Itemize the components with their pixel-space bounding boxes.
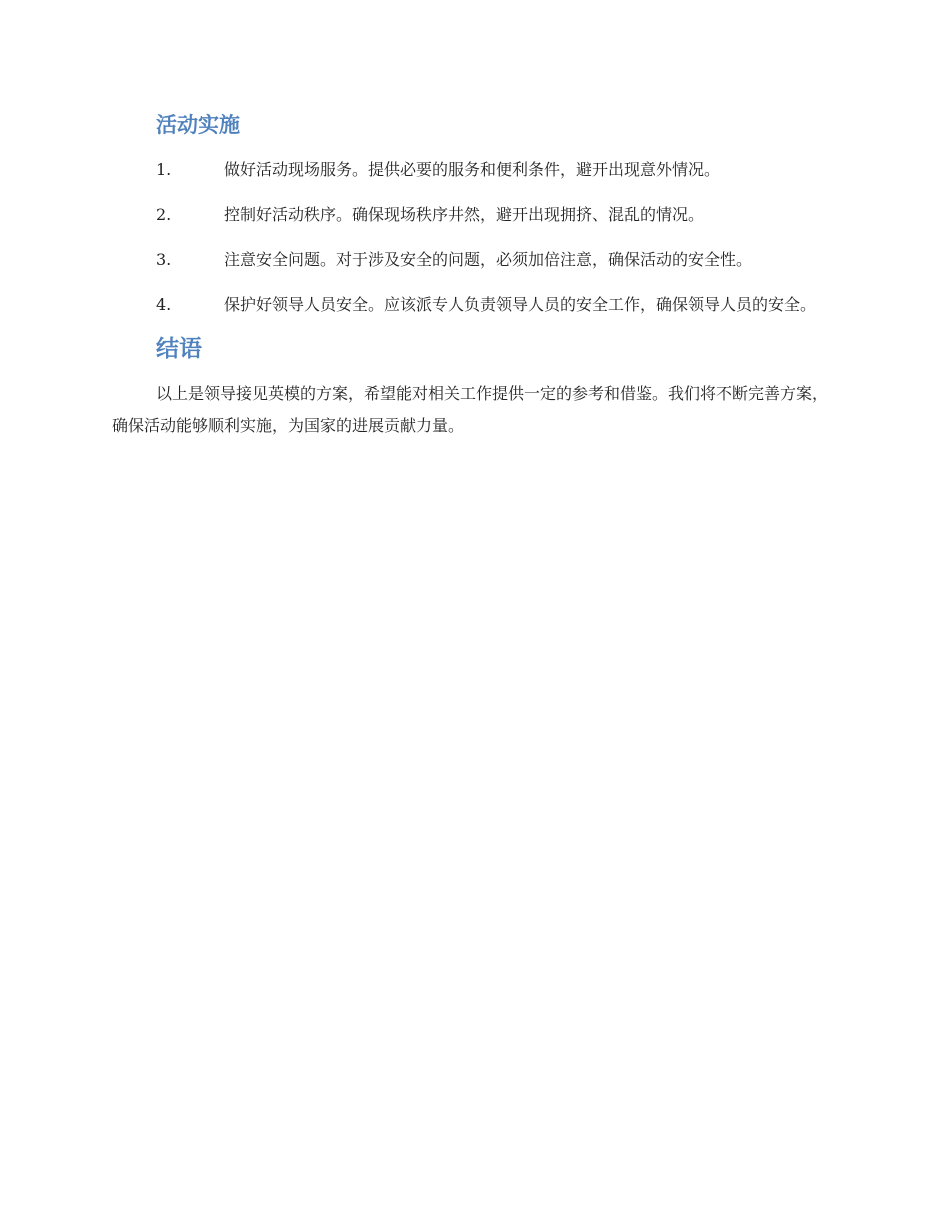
list-item <box>112 289 840 321</box>
list-item <box>112 154 840 186</box>
list-item-number: 1. <box>156 160 172 179</box>
list-item-text: 做好活动现场服务。提供必要的服务和便利条件，避开出现意外情况。 <box>224 160 721 179</box>
section-heading-conclusion: 结语 <box>156 336 202 362</box>
list-item-text: 控制好活动秩序。确保现场秩序井然，避开出现拥挤、混乱的情况。 <box>224 205 705 224</box>
list-item-number: 3. <box>156 250 172 269</box>
conclusion-paragraph: 以上是领导接见英模的方案，希望能对相关工作提供一定的参考和借鉴。我们将不断完善方案，确保活动能够顺利实施，为国家的进展贡献力量。 <box>112 384 829 435</box>
list-item <box>112 244 840 276</box>
section-heading-implementation: 活动实施 <box>156 113 240 137</box>
list-item <box>112 199 840 231</box>
implementation-list <box>112 154 840 321</box>
list-item-text: 注意安全问题。对于涉及安全的问题，必须加倍注意，确保活动的安全性。 <box>224 250 753 269</box>
list-item-text: 保护好领导人员安全。应该派专人负责领导人员的安全工作，确保领导人员的安全。 <box>224 295 817 314</box>
list-item-number: 4. <box>156 295 172 314</box>
list-item-number: 2. <box>156 205 172 224</box>
document-content <box>112 108 840 442</box>
